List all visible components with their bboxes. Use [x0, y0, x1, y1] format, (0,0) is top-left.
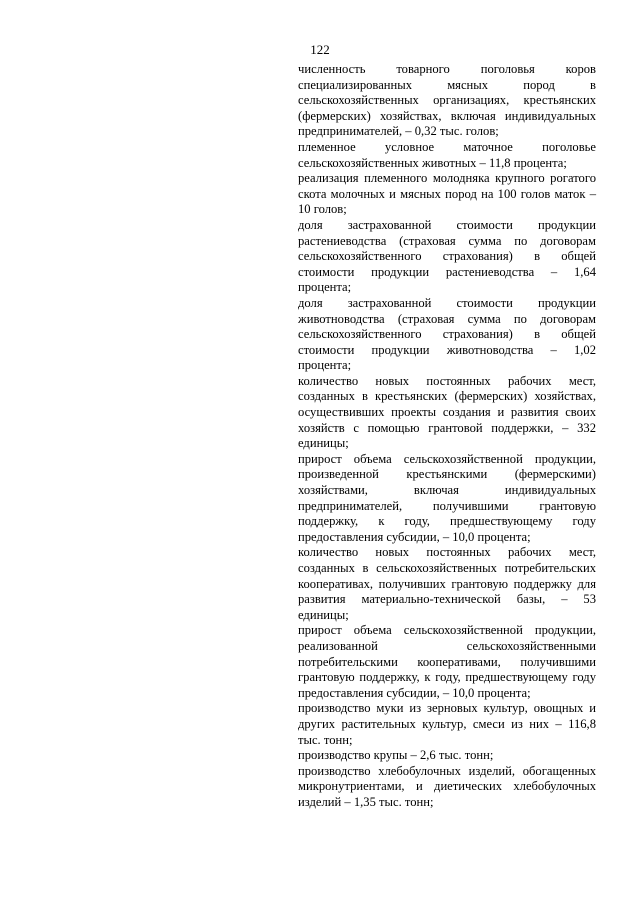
page-number: 122 — [310, 42, 330, 57]
paragraph-cooperative-output-growth: прирост объема сельскохозяйственной продукции, реализованной сельскохозяйственными потребительскими кооперативами, получившими грантовую поддержку, к году, предшествующему году предоставления субсидии, – 10,0 процента; — [298, 623, 596, 700]
paragraph-farm-output-growth: прирост объема сельскохозяйственной продукции, произведенной крестьянскими (фермерскими) хозяйствами, включая индивидуальных предпринимателей, получившими грантовую поддержку, к году, предшествующему году предоставления субсидии, – 10,0 процента; — [298, 451, 596, 544]
text-column — [298, 62, 596, 811]
paragraph-bakery-production: производство хлебобулочных изделий, обогащенных микронутриентами, и диетических хлебобулочных изделий – 1,35 тыс. тонн; — [298, 763, 596, 809]
paragraph-farm-jobs: количество новых постоянных рабочих мест, созданных в крестьянских (фермерских) хозяйствах, осуществивших проекты создания и развития своих хозяйств с помощью грантовой поддержки, – 332 единицы; — [298, 373, 596, 451]
paragraph-young-cattle-sales: реализация племенного молодняка крупного рогатого скота молочных и мясных пород на 100 голов маток – 10 голов; — [298, 171, 596, 217]
paragraph-breeding-stock: племенное условное маточное поголовье сельскохозяйственных животных – 11,8 процента; — [298, 139, 596, 170]
paragraph-groats-production: производство крупы – 2,6 тыс. тонн; — [298, 748, 494, 763]
paragraph-flour-production: производство муки из зерновых культур, овощных и других растительных культур, смеси из них – 116,8 тыс. тонн; — [298, 701, 596, 747]
paragraph-crop-insurance-share: доля застрахованной стоимости продукции растениеводства (страховая сумма по договорам сельскохозяйственного страхования) в общей стоимости продукции растениеводства – 1,64 процента; — [298, 217, 596, 295]
paragraph-cows-livestock: численность товарного поголовья коров специализированных мясных пород в сельскохозяйственных организациях, крестьянских (фермерских) хозяйствах, включая индивидуальных предпринимателей, – 0,32 тыс. голов; — [298, 62, 596, 139]
paragraph-livestock-insurance-share: доля застрахованной стоимости продукции животноводства (страховая сумма по договорам сельскохозяйственного страхования) в общей стоимости продукции животноводства – 1,02 процента; — [298, 295, 596, 373]
paragraph-cooperative-jobs: количество новых постоянных рабочих мест, созданных в сельскохозяйственных потребительских кооперативах, получивших грантовую поддержку для развития материально-технической базы, – 53 единицы; — [298, 545, 596, 622]
